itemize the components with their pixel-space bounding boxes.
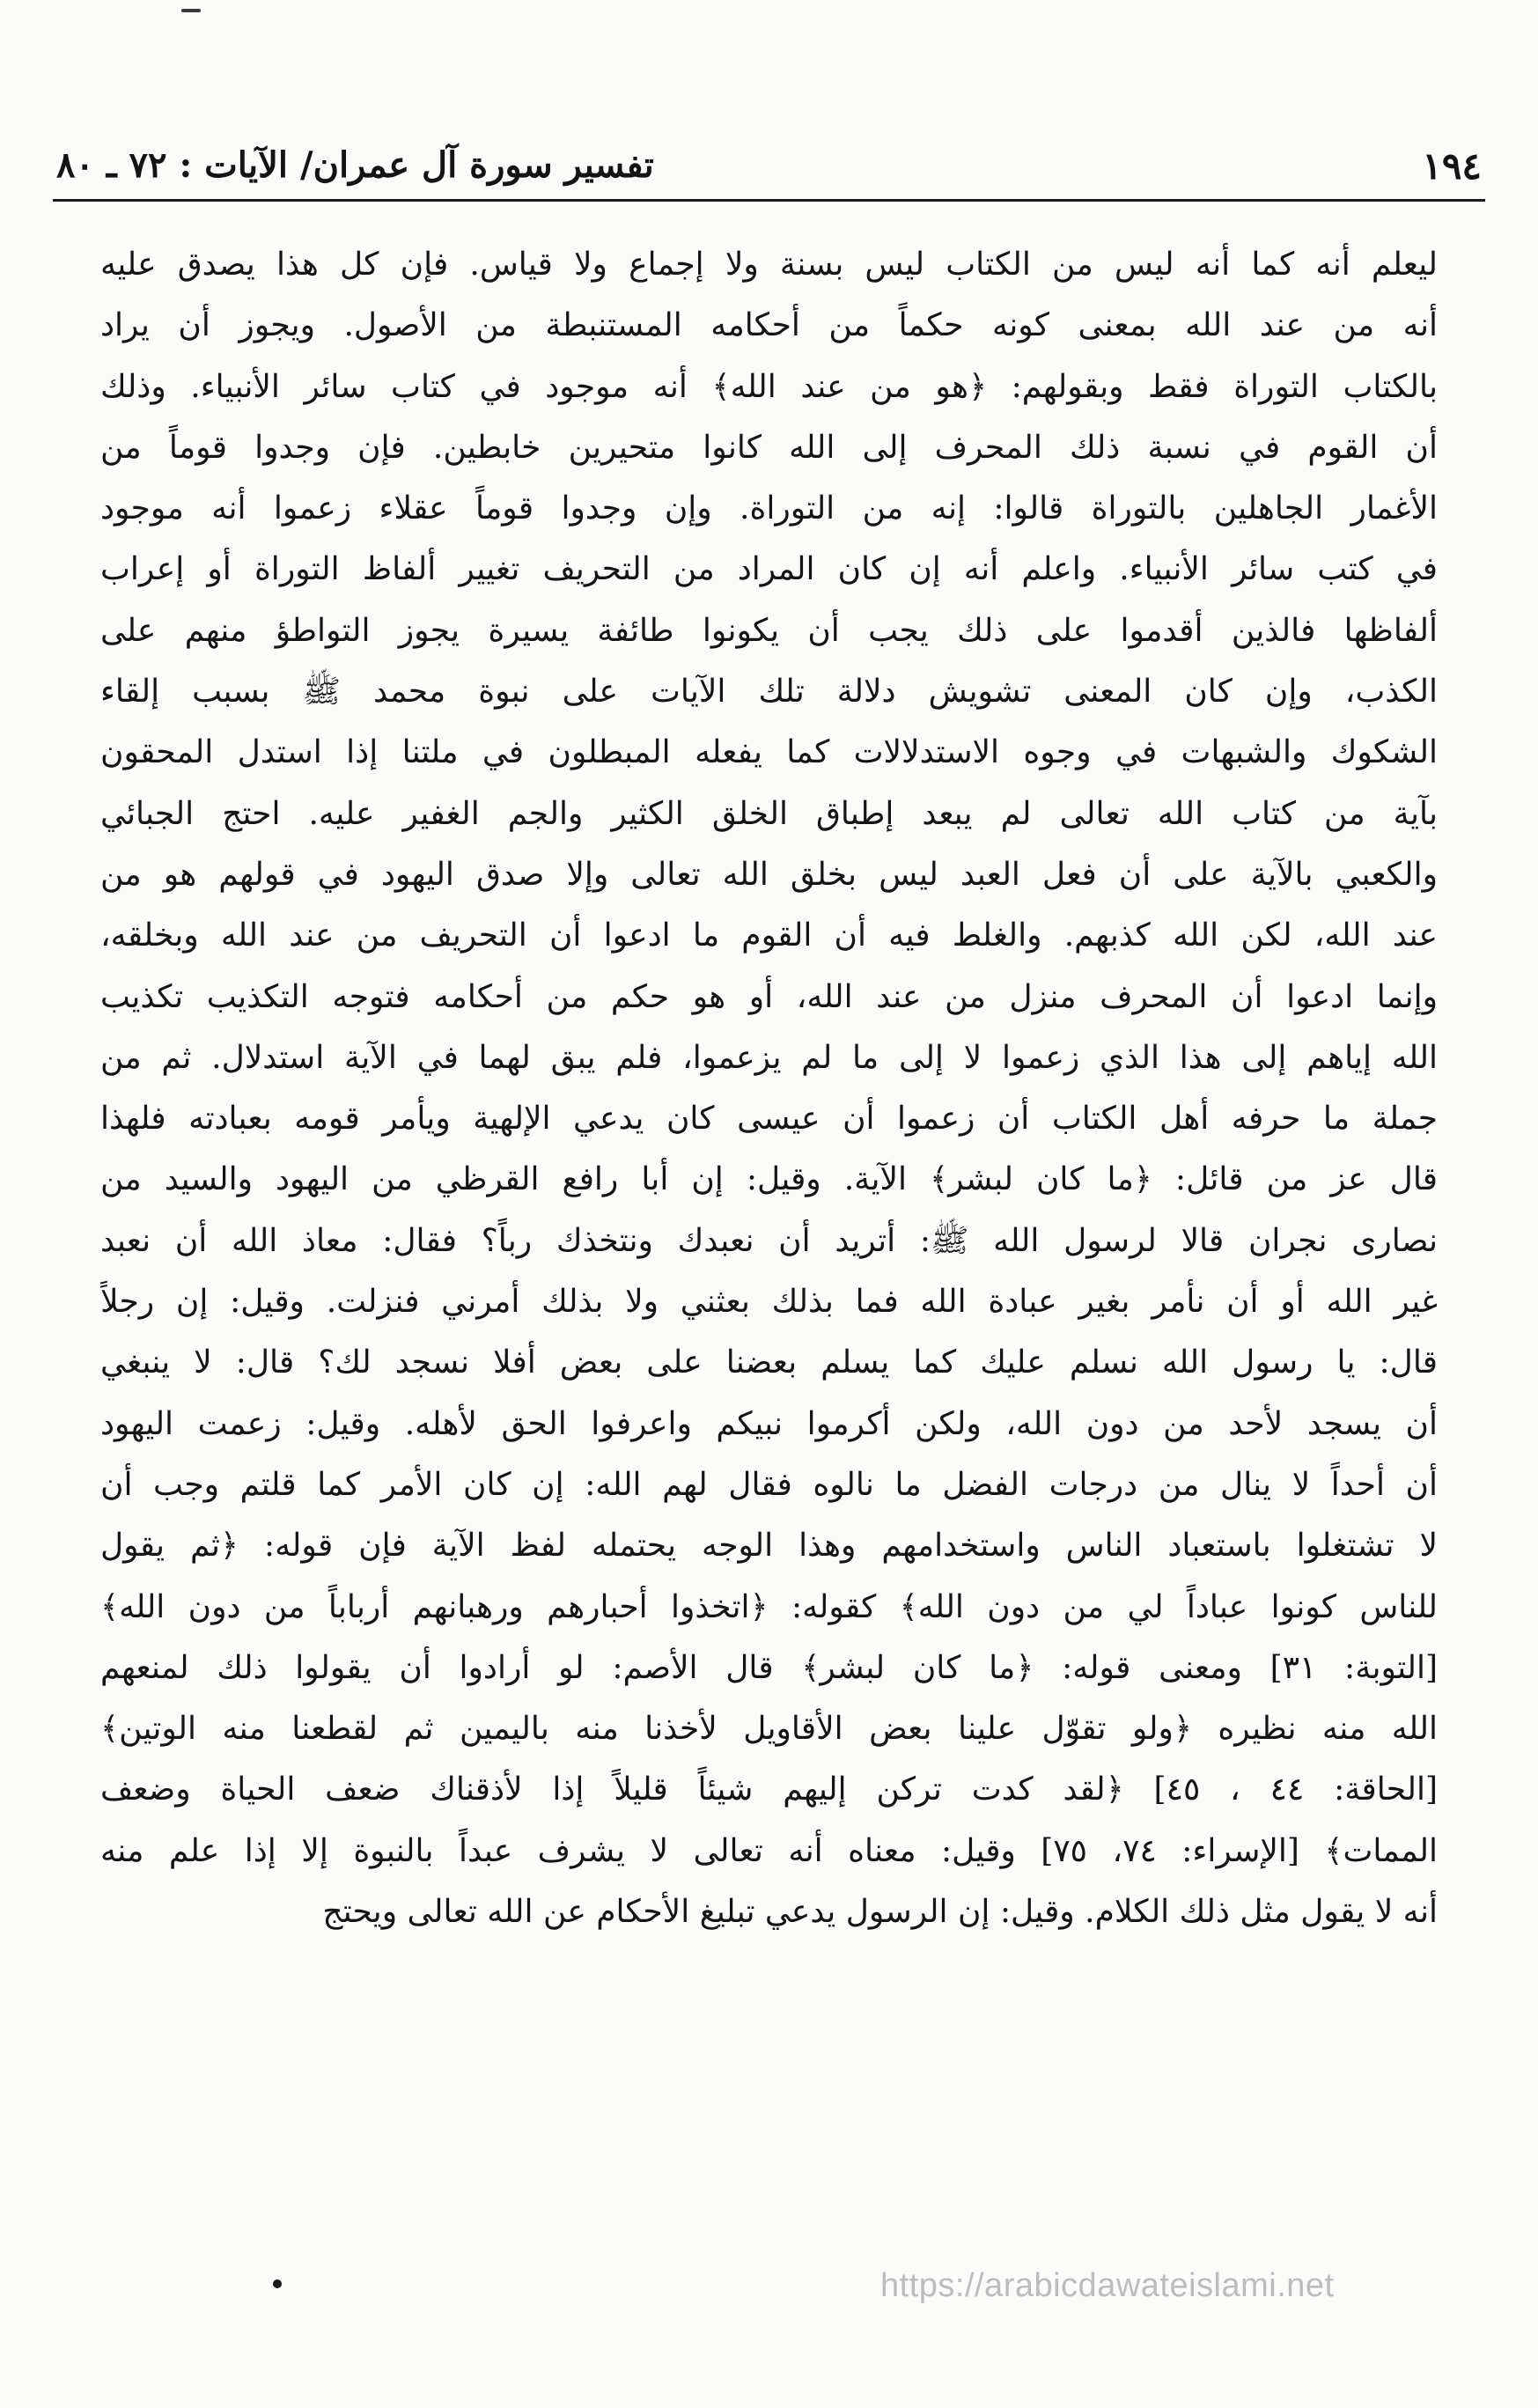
text-line: بآية من كتاب الله تعالى لم يبعد إطباق الخلق الكثير والجم الغفير عليه. احتج الجبائي — [100, 795, 1438, 832]
text-line: الكذب، وإن كان المعنى تشويش دلالة تلك الآيات على نبوة محمد ﷺ بسبب إلقاء — [100, 674, 1438, 711]
text-line: لا تشتغلوا باستعباد الناس واستخدامهم وهذا الوجه يحتمله لفظ الآية فإن قوله: ﴿ثم يقول — [100, 1528, 1438, 1565]
text-line: ألفاظها فالذين أقدموا على ذلك يجب أن يكونوا طائفة يسيرة يجوز التواطؤ منهم على — [100, 612, 1438, 649]
text-line: جملة ما حرفه أهل الكتاب أن زعموا أن عيسى كان يدعي الإلهية ويأمر قومه بعبادته فلهذا — [100, 1101, 1438, 1138]
page-header — [53, 141, 1485, 202]
text-line: نصارى نجران قالا لرسول الله ﷺ: أتريد أن نعبدك ونتخذك رباً؟ فقال: معاذ الله أن نعبد — [100, 1222, 1438, 1259]
text-line: أن يسجد لأحد من دون الله، ولكن أكرموا نبيكم واعرفوا الحق لأهله. وقيل: زعمت اليهود — [100, 1405, 1438, 1442]
text-line: الله إياهم إلى هذا الذي زعموا لا إلى ما لم يزعموا، فلم يبق لهما في الآية استدلال. ثم من — [100, 1039, 1438, 1076]
footer-dot — [273, 2279, 282, 2288]
text-line: والكعبي بالآية على أن فعل العبد ليس بخلق الله تعالى وإلا صدق اليهود في قولهم هو من — [100, 856, 1438, 893]
text-line: قال عز من قائل: ﴿ما كان لبشر﴾ الآية. وقيل: إن أبا رافع القرظي من اليهود والسيد من — [100, 1161, 1438, 1198]
text-line: في كتب سائر الأنبياء. واعلم أنه إن كان المراد من التحريف تغيير ألفاظ التوراة أو إعراب — [100, 551, 1438, 588]
text-line: الأغمار الجاهلين بالتوراة قالوا: إنه من التوراة. وإن وجدوا قوماً عقلاء زعموا أنه موجود — [100, 490, 1438, 527]
running-title: تفسير سورة آل عمران/ الآيات : ٧٢ ـ ٨٠ — [56, 144, 654, 186]
watermark-url: https://arabicdawateislami.net — [880, 2267, 1335, 2304]
text-line: أنه لا يقول مثل ذلك الكلام. وقيل: إن الرسول يدعي تبليغ الأحكام عن الله تعالى ويحتج — [322, 1894, 1438, 1931]
body-text — [100, 234, 1438, 1942]
text-line: الشكوك والشبهات في وجوه الاستدلالات كما يفعله المبطلون في ملتنا إذا استدل المحقون — [100, 734, 1438, 771]
text-line: [التوبة: ٣١] ومعنى قوله: ﴿ما كان لبشر﴾ قال الأصم: لو أرادوا أن يقولوا ذلك لمنعهم — [100, 1649, 1438, 1686]
text-line: بالكتاب التوراة فقط وبقولهم: ﴿هو من عند الله﴾ أنه موجود في كتاب سائر الأنبياء. وذلك — [100, 368, 1438, 405]
text-line: الممات﴾ [الإسراء: ٧٤، ٧٥] وقيل: معناه أنه تعالى لا يشرف عبداً بالنبوة إلا إذا علم منه — [100, 1832, 1438, 1869]
page-number: ١٩٤ — [1422, 144, 1482, 188]
text-line: أنه من عند الله بمعنى كونه حكماً من أحكامه المستنبطة من الأصول. ويجوز أن يراد — [100, 307, 1438, 344]
text-line: غير الله أو أن نأمر بغير عبادة الله فما بذلك بعثني ولا بذلك أمرني فنزلت. وقيل: إن رجلاً — [100, 1284, 1438, 1321]
text-line: وإنما ادعوا أن المحرف منزل من عند الله، أو هو حكم من أحكامه فتوجه التكذيب تكذيب — [100, 978, 1438, 1015]
text-line: عند الله، لكن الله كذبهم. والغلط فيه أن القوم ما ادعوا أن التحريف من عند الله وبخلقه، — [100, 917, 1438, 954]
text-line: الله منه نظيره ﴿ولو تقوّل علينا بعض الأقاويل لأخذنا منه باليمين ثم لقطعنا منه الوتين﴾ — [100, 1711, 1438, 1748]
text-line: أن القوم في نسبة ذلك المحرف إلى الله كانوا متحيرين خابطين. فإن وجدوا قوماً من — [100, 429, 1438, 466]
text-line: قال: يا رسول الله نسلم عليك كما يسلم بعضنا على بعض أفلا نسجد لك؟ قال: لا ينبغي — [100, 1344, 1438, 1381]
text-line: [الحاقة: ٤٤ ، ٤٥] ﴿لقد كدت تركن إليهم شيئاً قليلاً إذا لأذقناك ضعف الحياة وضعف — [100, 1771, 1438, 1808]
text-line: ليعلم أنه كما أنه ليس من الكتاب ليس بسنة ولا إجماع ولا قياس. فإن كل هذا يصدق عليه — [100, 247, 1438, 283]
text-line: أن أحداً لا ينال من درجات الفضل ما نالوه فقال لهم الله: إن كان الأمر كما قلتم وجب أن — [100, 1466, 1438, 1503]
text-line: للناس كونوا عباداً لي من دون الله﴾ كقوله: ﴿اتخذوا أحبارهم ورهبانهم أرباباً من دون الله﴾ — [100, 1588, 1438, 1625]
scan-mark — [181, 9, 201, 12]
